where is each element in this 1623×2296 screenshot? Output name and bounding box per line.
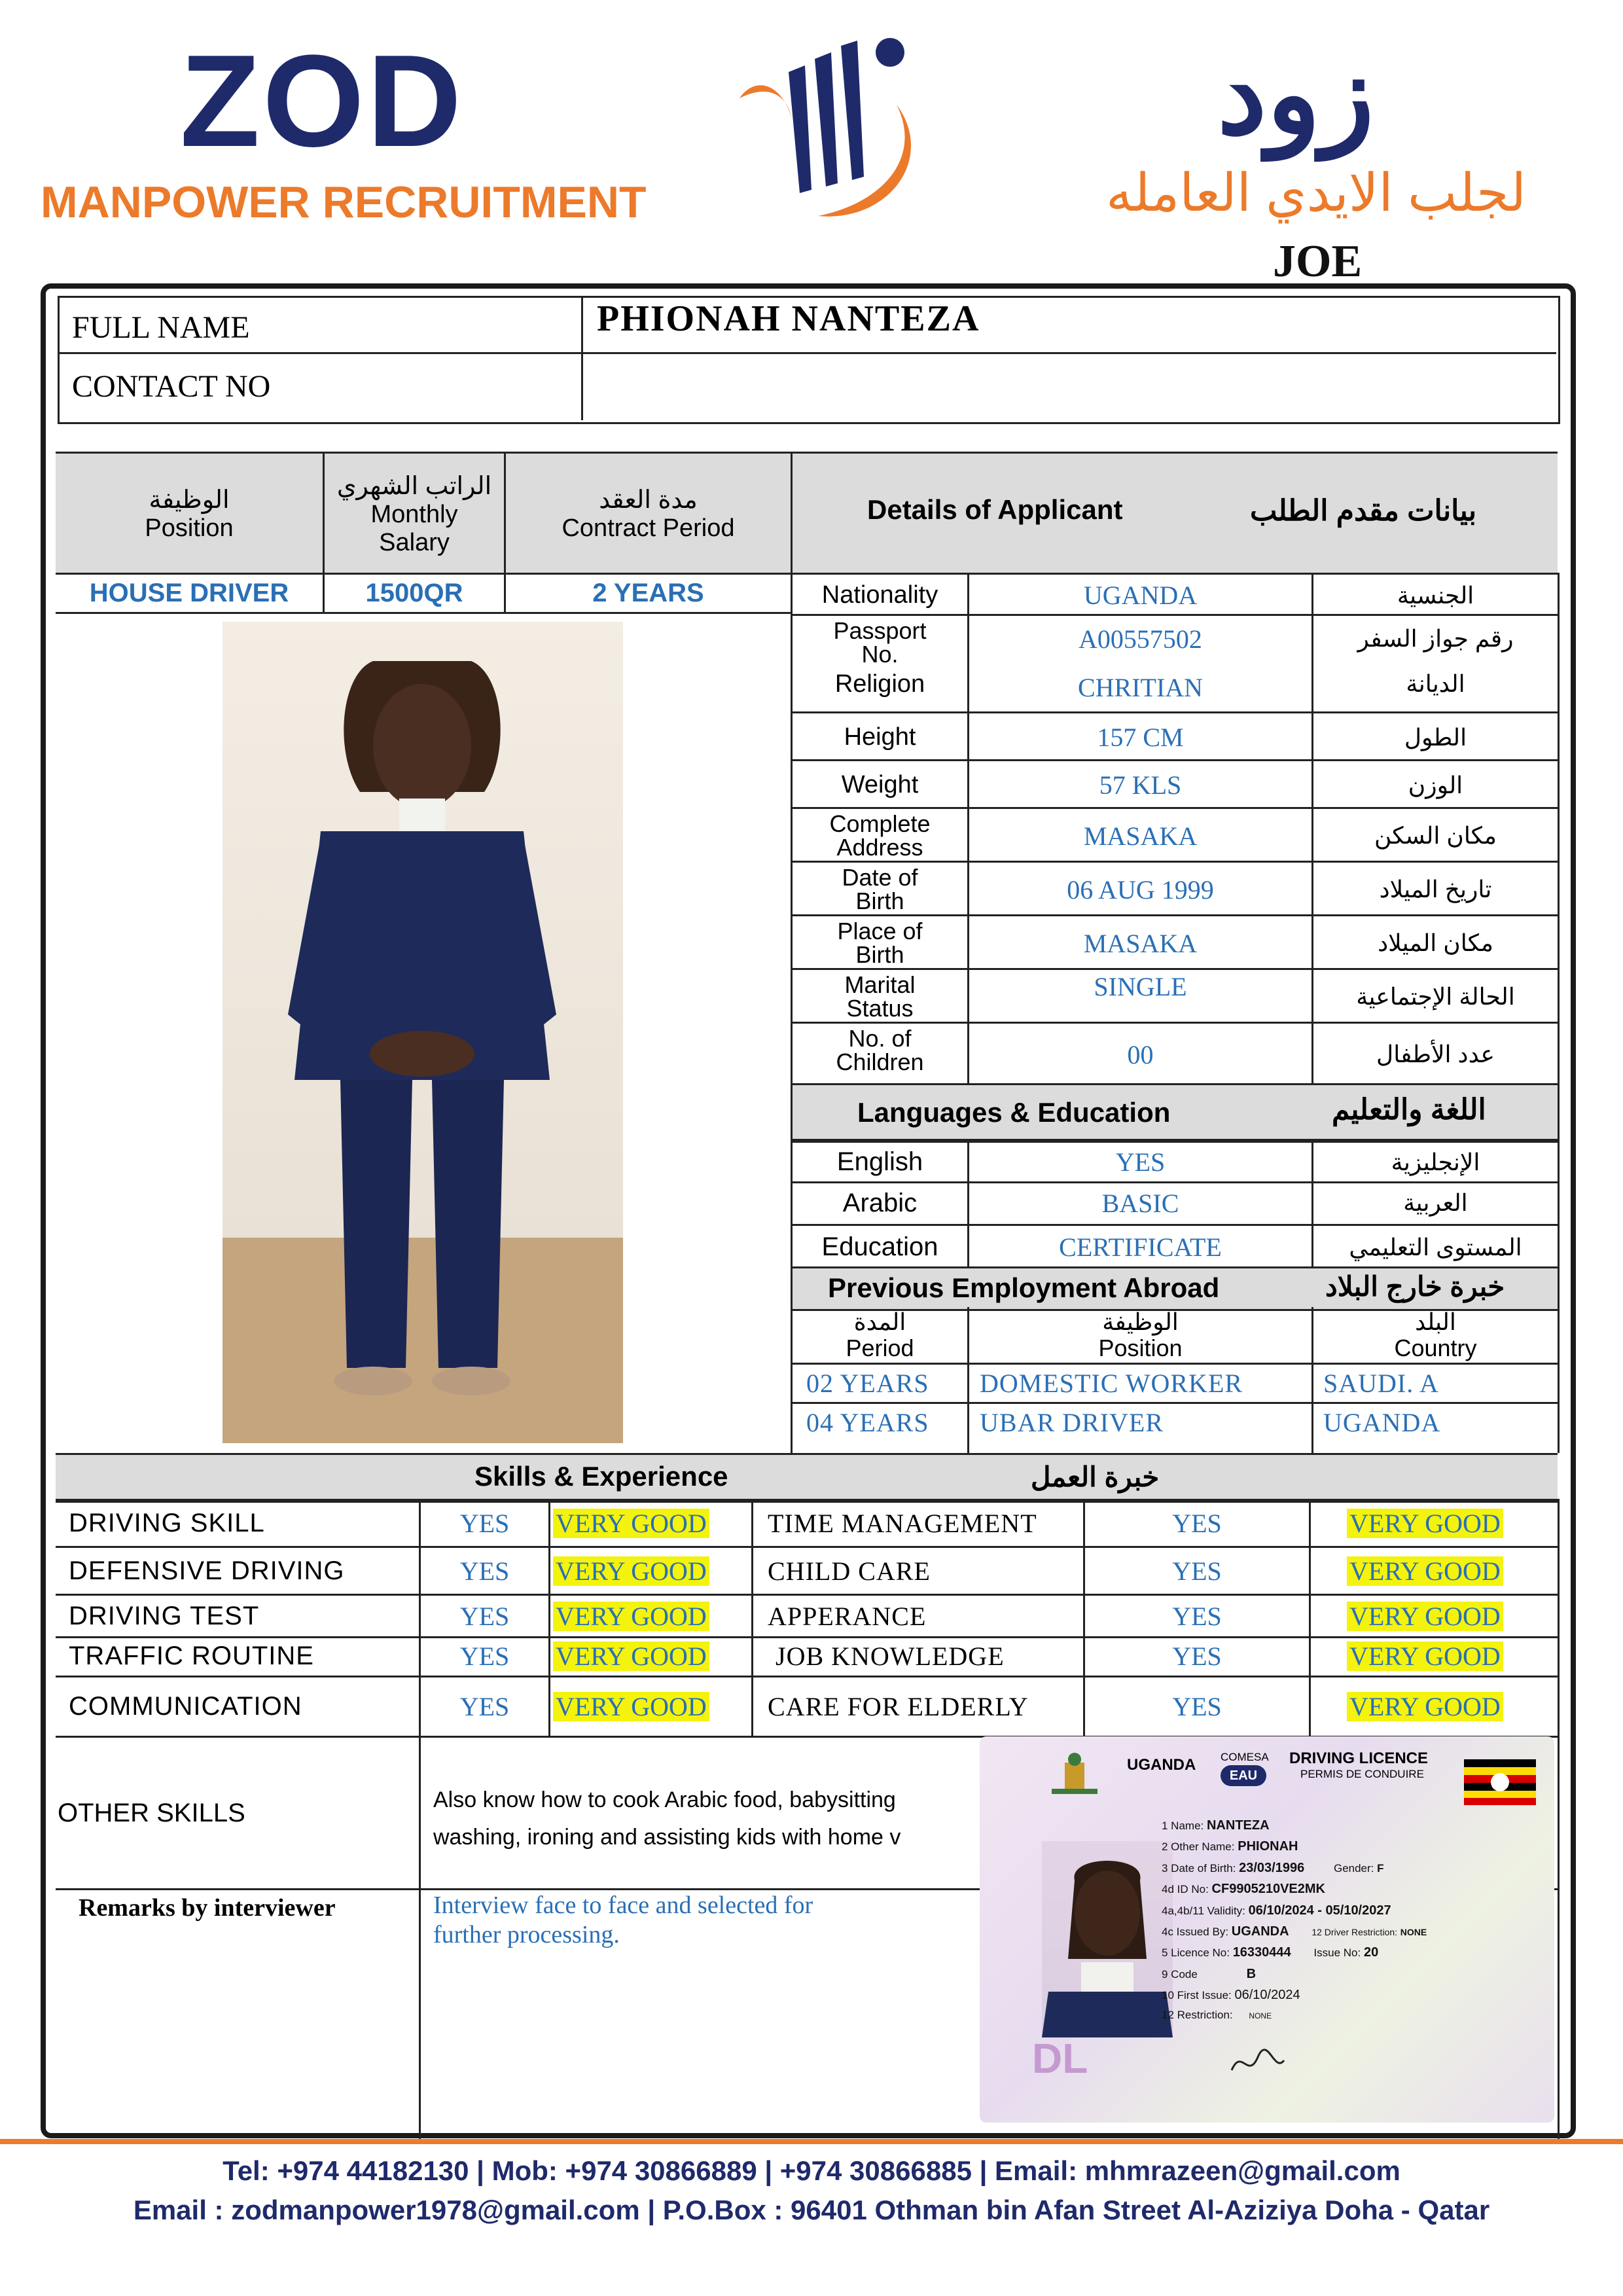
brand-emblem-icon (726, 26, 936, 223)
language-value: BASIC (1101, 1188, 1179, 1218)
skill-yes: YES (1172, 1692, 1222, 1721)
detail-value: UGANDA (1083, 581, 1198, 610)
employment-col-country-en: Country (1394, 1334, 1477, 1361)
licence-eau-badge: EAU (1221, 1765, 1266, 1786)
skills-title: Skills & Experience (474, 1461, 728, 1492)
detail-row (793, 968, 1558, 1024)
detail-row (793, 914, 1558, 970)
full-name-label: FULL NAME (72, 310, 250, 345)
skill-name: TIME MANAGEMENT (768, 1509, 1037, 1538)
licence-first-issue: 06/10/2024 (1234, 1988, 1300, 2003)
detail-value: MASAKA (1083, 821, 1198, 851)
other-skills-label: OTHER SKILLS (58, 1798, 245, 1827)
skills-title-ar: خبرة العمل (1031, 1461, 1160, 1492)
employment-country: UGANDA (1323, 1408, 1441, 1437)
detail-value: CHRITIAN (1077, 672, 1204, 702)
licence-dob: 23/03/1996 (1239, 1860, 1305, 1875)
employment-col-position-ar: الوظيفة (1102, 1308, 1179, 1335)
detail-row (793, 807, 1558, 863)
employment-col-period-ar: المدة (853, 1308, 906, 1335)
employment-col-country (1313, 1307, 1558, 1363)
detail-label: Place of Birth (837, 918, 923, 968)
detail-value: MASAKA (1083, 928, 1198, 958)
position-header-en: Position (145, 514, 234, 542)
licence-first-issue-label: 10 First Issue: (1162, 1989, 1232, 2002)
employment-country: SAUDI. A (1323, 1369, 1439, 1398)
licence-photo (1042, 1841, 1173, 2037)
employment-col-position-en: Position (1098, 1334, 1183, 1361)
detail-label: Weight (841, 771, 919, 798)
employment-period: 04 YEARS (806, 1408, 929, 1437)
detail-row (793, 573, 1558, 616)
licence-id-row (1162, 1878, 1427, 1899)
licence-issue-no: 20 (1363, 1945, 1379, 1960)
language-row (793, 1139, 1558, 1183)
skill-yes: YES (459, 1641, 510, 1671)
skill-name: COMMUNICATION (69, 1692, 302, 1721)
skill-name: APPERANCE (768, 1601, 927, 1631)
detail-label: Date of Birth (842, 864, 918, 914)
detail-label: Religion (834, 670, 925, 698)
licence-name-row (1162, 1815, 1427, 1836)
licence-comesa: COMESA (1221, 1751, 1269, 1763)
footer-contact-line: Tel: +974 44182130 | Mob: +974 30866889 | +974 30866885 | Email: mhmrazeen@gmail.com (223, 2155, 1400, 2186)
employment-col-country-ar: البلد (1415, 1308, 1456, 1335)
licence-number-label: 5 Licence No: (1162, 1946, 1230, 1960)
employment-period: 02 YEARS (806, 1369, 929, 1398)
licence-other-label: 2 Other Name: (1162, 1840, 1235, 1854)
detail-row (793, 861, 1558, 916)
skill-name: DEFENSIVE DRIVING (69, 1556, 345, 1585)
detail-value: 00 (1127, 1039, 1154, 1069)
licence-fields (1162, 1815, 1427, 2024)
skill-rating: VERY GOOD (553, 1692, 709, 1721)
brand-tagline-arabic: لجلب الايدي العامله (1106, 164, 1527, 222)
skill-rating: VERY GOOD (553, 1556, 709, 1586)
skills-header (56, 1453, 1558, 1503)
detail-label-ar: الطول (1404, 723, 1467, 751)
skill-yes: YES (459, 1692, 510, 1721)
detail-label: Passport No. (833, 617, 927, 668)
salary-header (325, 458, 504, 569)
skills-table (56, 1499, 1558, 1738)
detail-label-ar: الديانة (1406, 670, 1465, 697)
remarks-label: Remarks by interviewer (79, 1894, 336, 1922)
other-skills-line: washing, ironing and assisting kids with home v (433, 1825, 901, 1850)
licence-title: DRIVING LICENCE (1289, 1749, 1429, 1767)
licence-restr-label: 12 Restriction: (1162, 2008, 1233, 2021)
language-label: Arabic (842, 1188, 918, 1217)
licence-id: CF9905210VE2MK (1211, 1882, 1325, 1897)
skill-name: DRIVING TEST (69, 1601, 260, 1630)
licence-number: 16330444 (1232, 1945, 1291, 1960)
licence-validity: 06/10/2024 - 05/10/2027 (1248, 1903, 1391, 1918)
skill-name: CARE FOR ELDERLY (768, 1692, 1029, 1721)
licence-code-row (1162, 1964, 1427, 1984)
language-label-ar: العربية (1403, 1189, 1468, 1216)
licence-issued-row (1162, 1921, 1427, 1942)
licence-dob-row (1162, 1857, 1427, 1878)
language-label-ar: المستوى التعليمي (1349, 1233, 1522, 1261)
licence-subtitle: PERMIS DE CONDUIRE (1300, 1768, 1424, 1780)
detail-value: SINGLE (1094, 971, 1187, 1001)
licence-restr-row (1162, 2006, 1427, 2024)
remarks-line: further processing. (433, 1921, 620, 1948)
licence-name: NANTEZA (1206, 1818, 1270, 1833)
licence-restriction-label: 12 Driver Restriction: (1311, 1926, 1398, 1937)
detail-row (793, 711, 1558, 761)
brand-logo-arabic: زود (1217, 33, 1374, 157)
skill-rating: VERY GOOD (1347, 1509, 1503, 1538)
licence-code: B (1246, 1966, 1257, 1981)
position-value: HOUSE DRIVER (89, 579, 289, 607)
skill-rating: VERY GOOD (1347, 1641, 1503, 1671)
salary-header-ar: الراتب الشهري (336, 472, 492, 500)
detail-label-ar: تاريخ الميلاد (1379, 876, 1492, 903)
detail-label: Complete Address (829, 810, 931, 861)
detail-label-ar: رقم جواز السفر (1357, 625, 1514, 652)
skill-name: CHILD CARE (768, 1556, 931, 1586)
detail-label-ar: الوزن (1408, 771, 1463, 798)
position-header-ar: الوظيفة (149, 486, 230, 514)
licence-country: UGANDA (1127, 1756, 1196, 1774)
position-header (56, 458, 323, 569)
employment-col-position (969, 1307, 1311, 1363)
applicant-figure-icon (223, 622, 623, 1443)
licence-name-label: 1 Name: (1162, 1820, 1204, 1832)
language-row (793, 1181, 1558, 1226)
skill-yes: YES (1172, 1509, 1222, 1538)
skill-rating: VERY GOOD (553, 1602, 709, 1631)
details-title: Details of Applicant (867, 494, 1123, 525)
licence-signature-icon (1228, 2044, 1287, 2083)
skill-name: DRIVING SKILL (69, 1509, 265, 1537)
licence-restr: NONE (1249, 2011, 1272, 2020)
contact-label: CONTACT NO (72, 368, 271, 404)
employment-position: UBAR DRIVER (980, 1408, 1164, 1437)
employment-col-period-en: Period (846, 1334, 914, 1361)
uganda-coat-of-arms-icon (1045, 1749, 1104, 1815)
licence-dob-label: 3 Date of Birth: (1162, 1861, 1236, 1874)
licence-validity-row (1162, 1900, 1427, 1921)
employment-title-ar: خبرة خارج البلاد (1325, 1271, 1505, 1302)
licence-other-name: PHIONAH (1238, 1839, 1298, 1854)
contract-header (506, 458, 791, 569)
applicant-code: JOE (1273, 236, 1363, 287)
licence-restriction: NONE (1400, 1926, 1427, 1937)
uganda-flag-icon (1464, 1759, 1536, 1805)
language-row (793, 1224, 1558, 1268)
salary-value: 1500QR (365, 579, 463, 607)
detail-value: 157 CM (1097, 723, 1184, 752)
skill-yes: YES (459, 1509, 510, 1538)
employment-col-period (793, 1307, 967, 1363)
brand-logo-text: ZOD (180, 28, 465, 174)
licence-validity-label: 4a,4b/11 Validity: (1162, 1904, 1245, 1917)
detail-label-ar: عدد الأطفال (1376, 1041, 1495, 1067)
skill-yes: YES (459, 1601, 510, 1631)
skill-rating: VERY GOOD (553, 1509, 709, 1538)
licence-dl-mark: DL (1032, 2035, 1088, 2082)
detail-label: Height (844, 723, 916, 751)
details-title-ar: بيانات مقدم الطلب (1250, 495, 1477, 527)
detail-label-ar: الجنسية (1397, 581, 1474, 609)
skill-rating: VERY GOOD (1347, 1556, 1503, 1586)
language-value: YES (1115, 1147, 1166, 1177)
remarks-line: Interview face to face and selected for (433, 1892, 813, 1919)
contract-header-en: Contract Period (562, 514, 735, 542)
language-label: English (836, 1147, 923, 1176)
licence-issue-no-label: Issue No: (1313, 1946, 1361, 1960)
skill-name: JOB KNOWLEDGE (776, 1641, 1005, 1671)
skill-rating: VERY GOOD (553, 1641, 709, 1671)
licence-number-row (1162, 1942, 1427, 1963)
licence-gender: F (1377, 1861, 1384, 1874)
employment-title: Previous Employment Abroad (828, 1272, 1220, 1303)
languages-title: Languages & Education (857, 1097, 1171, 1128)
detail-value: 57 KLS (1099, 770, 1182, 800)
skill-rating: VERY GOOD (1347, 1602, 1503, 1631)
language-label: Education (821, 1232, 938, 1261)
detail-row (793, 1022, 1558, 1085)
detail-label: Marital Status (844, 971, 916, 1022)
footer-divider (0, 2139, 1623, 2144)
skill-yes: YES (1172, 1556, 1222, 1586)
contract-value: 2 YEARS (592, 579, 704, 607)
detail-label-ar: مكان السكن (1374, 822, 1497, 849)
detail-row (793, 668, 1558, 707)
driving-licence-card (980, 1736, 1554, 2123)
detail-row (793, 759, 1558, 809)
employment-position: DOMESTIC WORKER (980, 1369, 1243, 1398)
detail-label: Nationality (821, 581, 938, 609)
skill-yes: YES (1172, 1601, 1222, 1631)
licence-code-label: 9 Code (1162, 1967, 1198, 1981)
licence-first-issue-row (1162, 1984, 1427, 2005)
language-value: CERTIFICATE (1059, 1232, 1222, 1262)
skill-yes: YES (459, 1556, 510, 1586)
licence-issued: UGANDA (1231, 1924, 1289, 1939)
licence-face-icon (1042, 1841, 1173, 2037)
licence-other-row (1162, 1836, 1427, 1857)
skill-rating: VERY GOOD (1347, 1692, 1503, 1721)
skill-yes: YES (1172, 1641, 1222, 1671)
detail-row (793, 614, 1558, 670)
detail-label-ar: مكان الميلاد (1378, 929, 1493, 956)
applicant-photo (223, 622, 623, 1443)
skill-name: TRAFFIC ROUTINE (69, 1641, 314, 1670)
salary-header-en: Monthly Salary (370, 500, 458, 556)
languages-title-ar: اللغة والتعليم (1332, 1093, 1486, 1126)
detail-value: 06 AUG 1999 (1067, 874, 1214, 905)
detail-label-ar: الحالة الإجتماعية (1356, 983, 1515, 1010)
detail-value: A00557502 (1079, 624, 1202, 654)
detail-label: No. of Children (836, 1025, 924, 1075)
contract-header-ar: مدة العقد (599, 486, 698, 514)
licence-issued-label: 4c Issued By: (1162, 1925, 1229, 1938)
brand-tagline: MANPOWER RECRUITMENT (41, 177, 647, 227)
footer-address-line: Email : zodmanpower1978@gmail.com | P.O.Box : 96401 Othman bin Afan Street Al-Aziziya Doha - Qatar (133, 2195, 1490, 2225)
licence-gender-label: Gender: (1333, 1861, 1374, 1874)
licence-id-label: 4d ID No: (1162, 1883, 1209, 1896)
full-name-value: PHIONAH NANTEZA (597, 298, 980, 339)
other-skills-line: Also know how to cook Arabic food, babysitting (433, 1787, 896, 1812)
language-label-ar: الإنجليزية (1391, 1148, 1480, 1175)
